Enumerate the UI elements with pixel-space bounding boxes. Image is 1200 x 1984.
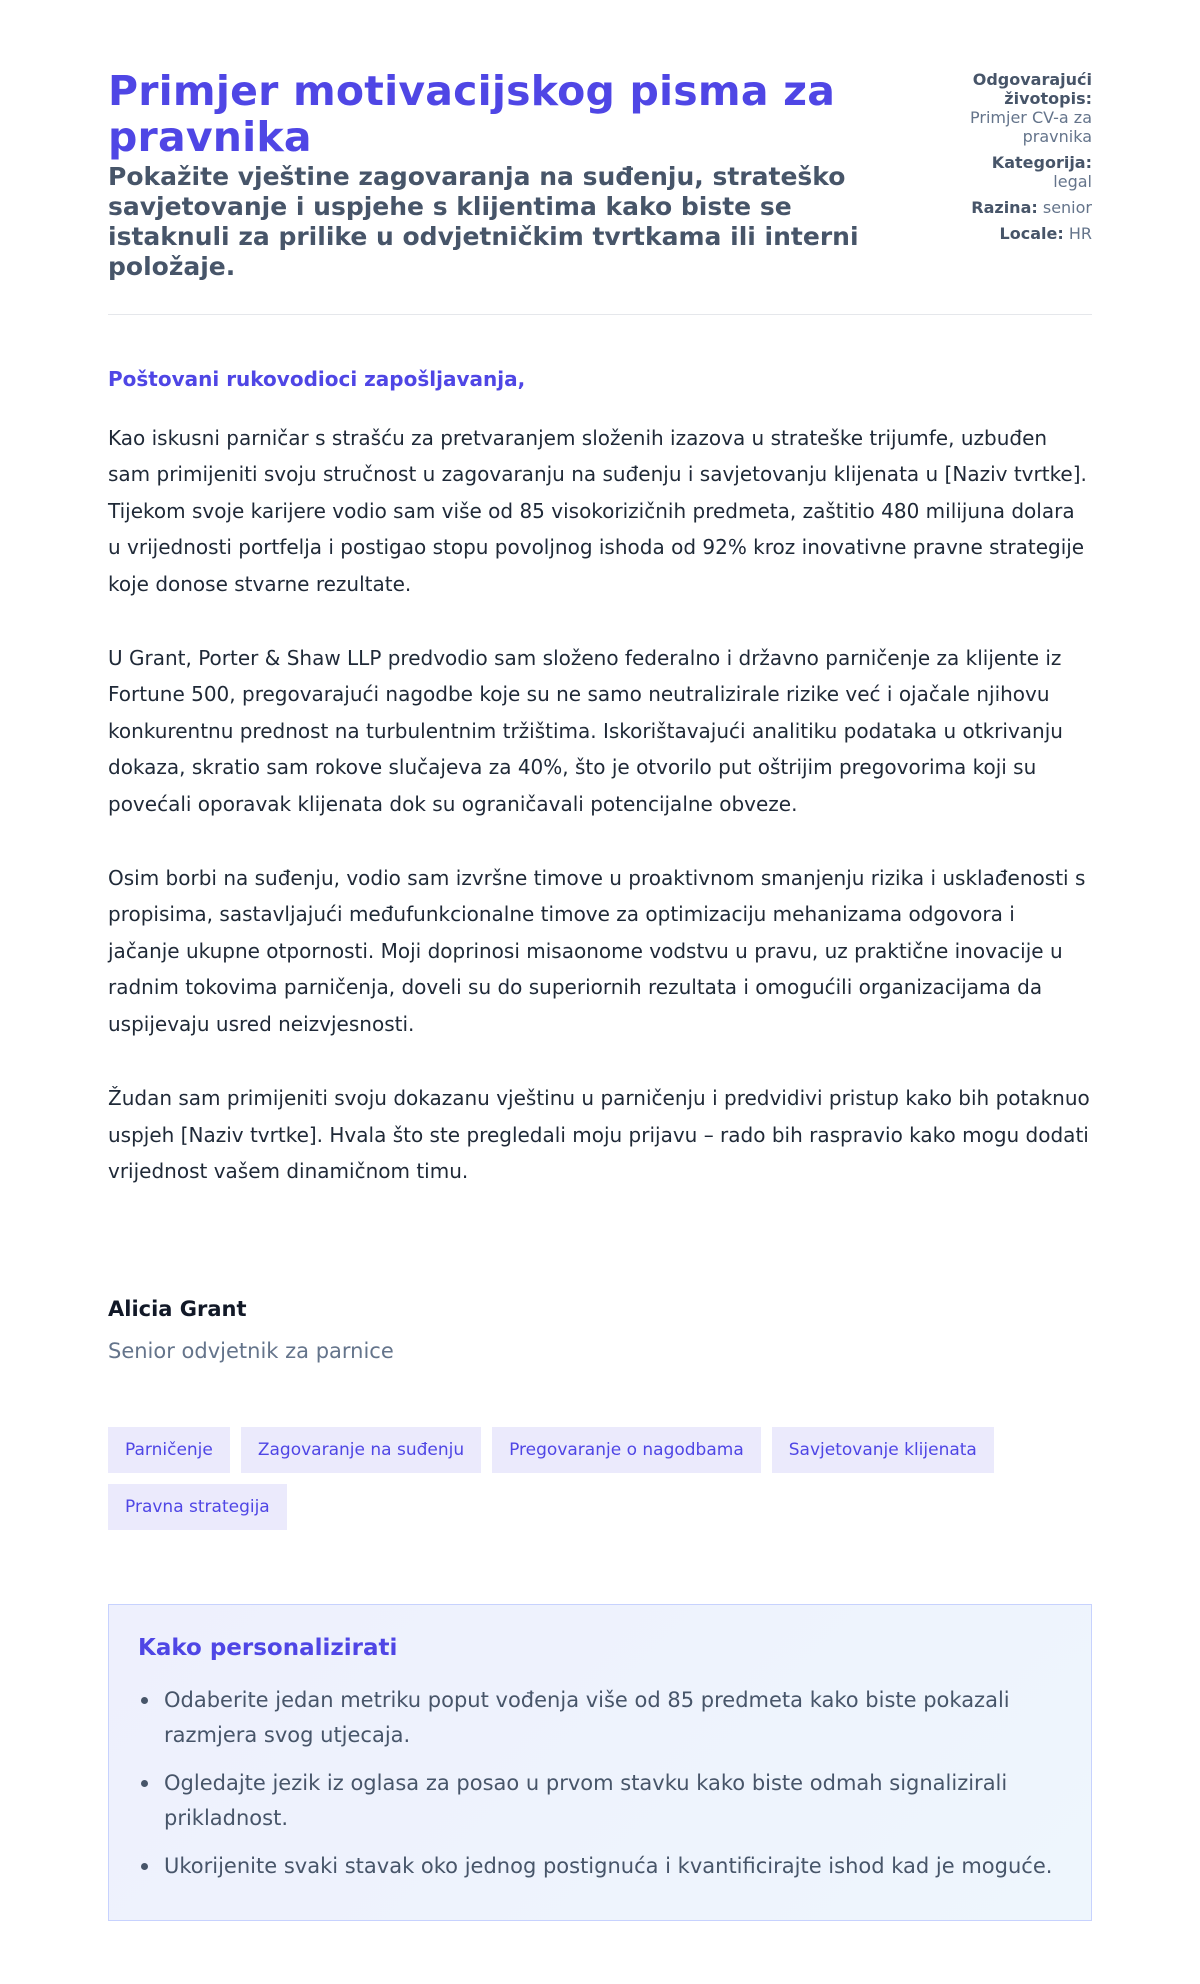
page-title: Primjer motivacijskog pisma za pravnika [108, 67, 836, 161]
header-text [108, 68, 888, 282]
header-divider [108, 314, 1092, 315]
meta-locale-value: HR [1068, 224, 1092, 243]
letter-paragraph: Žudan sam primijeniti svoju dokazanu vještinu u parničenju i predvidivi pristup kako bih potaknuo uspjeh [Naziv tvrtke]. Hvala što ste pregledali moju prijavu – rado bih raspravio kako mogu dodati vrijednost vašem dinamičnom timu. [108, 1086, 1090, 1183]
tips-list [138, 1683, 1062, 1884]
meta-locale [922, 224, 1092, 243]
meta-category-label: Kategorija: [991, 153, 1092, 172]
skill-tags [108, 1427, 1092, 1530]
meta-level [922, 198, 1092, 217]
meta-level-value: senior [1042, 198, 1092, 217]
meta-resume-label: Odgovarajući životopis: [972, 70, 1092, 108]
meta-category-value: legal [1053, 172, 1092, 191]
tips-item: Ukorijenite svaki stavak oko jednog postignuća i kvantificirajte ishod kad je moguće. [138, 1849, 1062, 1884]
tips-item: Oglеdajte jezik iz oglasa za posao u prvom stavku kako biste odmah signalizirali prikladnost. [138, 1766, 1062, 1836]
signature-name: Alicia Grant [108, 1297, 247, 1321]
tips-item: Odaberite jedan metriku poput vođenja više od 85 predmeta kako biste pokazali razmjera svog utjecaja. [138, 1683, 1062, 1753]
meta-level-label: Razina: [971, 198, 1038, 217]
page-subtitle: Pokažite vještine zagovaranja na suđenju, strateško savjetovanje i uspjehe s klijentima kako biste se istaknuli za prilike u odvjetničkim tvrtkama ili interni položaje. [108, 162, 859, 281]
skill-tag: Parničenje [108, 1427, 230, 1473]
personalization-tips [108, 1604, 1092, 1921]
meta-category [922, 153, 1092, 191]
letter-paragraph: U Grant, Porter & Shaw LLP predvodio sam složeno federalno i državno parničenje za klijente iz Fortune 500, pregovarajući nagodbe koje su ne samo neutralizirale rizike već i ojačale njihovu konkurentnu prednost na turbulentnim tržištima. Iskorištavajući analitiku podataka u otkrivanju dokaza, skratio sam rokove slučajeva za 40%, što je otvorilo put oštrijim pregovorima koji su povećali oporavak klijenata dok su ograničavali potencijalne obveze. [108, 646, 1063, 816]
meta-resume-value: Primjer CV-a za pravnika [970, 108, 1092, 146]
meta-panel [922, 70, 1092, 250]
page-header [108, 0, 1092, 282]
skill-tag: Savjetovanje klijenata [772, 1427, 994, 1473]
meta-locale-label: Locale: [999, 224, 1064, 243]
meta-resume [922, 70, 1092, 146]
tips-title: Kako personalizirati [138, 1635, 398, 1661]
letter-paragraph: Osim borbi na suđenju, vodio sam izvršne timove u proaktivnom smanjenju rizika i usklađenosti s propisima, sastavljajući međufunkcionalne timove za optimizaciju mehanizama odgovora i jačanje ukupne otpornosti. Moji doprinosi misaonome vodstvu u pravu, uz praktične inovacije u radnim tokovima parničenja, doveli su do superiornih rezultata i omogućili organizacijama da uspijevaju usred neizvjesnosti. [108, 866, 1086, 1036]
skill-tag: Pregovaranje o nagodbama [492, 1427, 761, 1473]
skill-tag: Pravna strategija [108, 1484, 287, 1530]
signature-role: Senior odvjetnik za parnice [108, 1339, 394, 1363]
letter-greeting: Poštovani rukovodioci zapošljavanja, [108, 367, 526, 391]
letter-paragraph: Kao iskusni parničar s strašću za pretvaranjem složenih izazova u strateške trijumfe, uzbuđen sam primijeniti svoju stručnost u zagovaranju na suđenju i savjetovanju klijenata u [Naziv tvrtke]. Tijekom svoje karijere vodio sam više od 85 visokorizičnih predmeta, zaštitio 480 milijuna dolara u vrijednosti portfelja i postigao stopu povoljnog ishoda od 92% kroz inovativne pravne strategije koje donose stvarne rezultate. [108, 426, 1087, 596]
skill-tag: Zagovaranje na suđenju [241, 1427, 481, 1473]
letter-body [108, 420, 1092, 1227]
